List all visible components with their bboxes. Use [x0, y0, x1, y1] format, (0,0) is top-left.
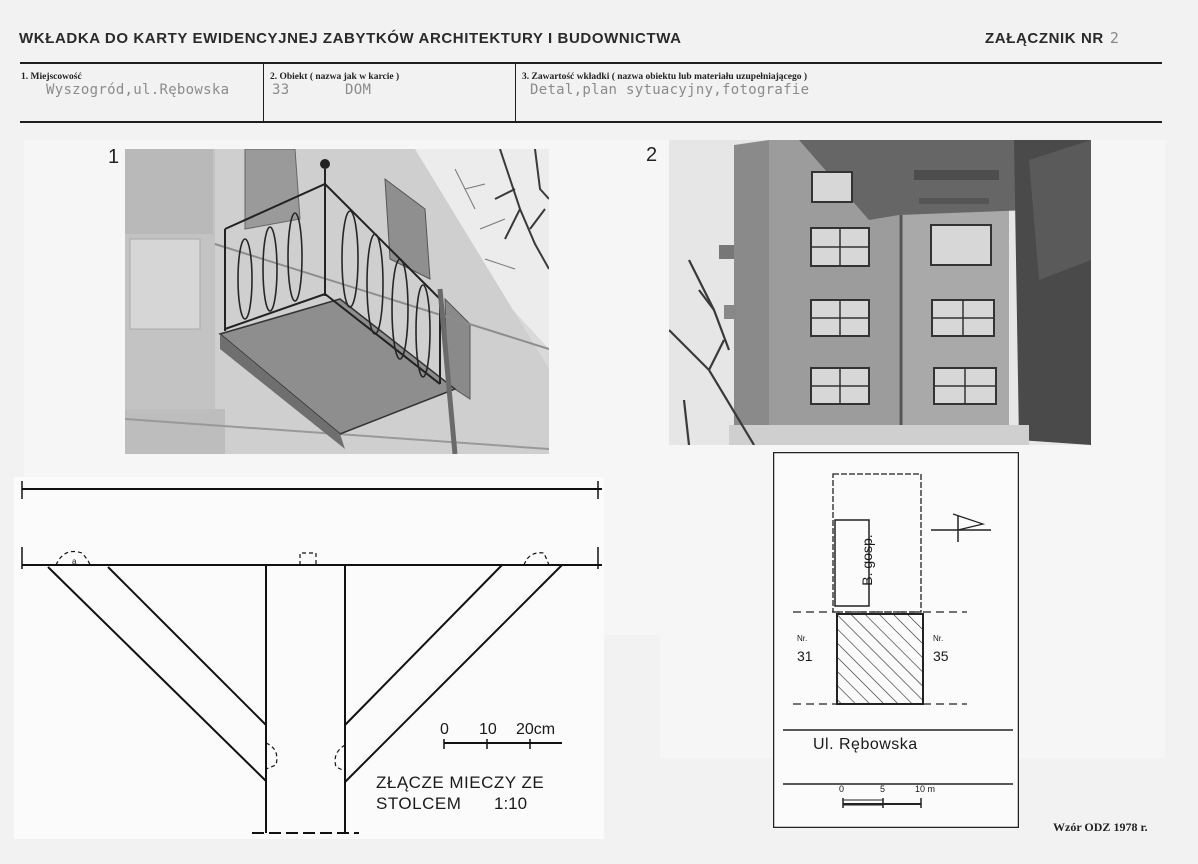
balcony-photo-graphic	[125, 149, 549, 454]
field-label-locality: 1. Miejscowość	[21, 72, 82, 82]
template-note: Wzór ODZ 1978 r.	[1053, 820, 1148, 834]
detail-scale-0: 0	[440, 721, 449, 738]
annex-label	[985, 29, 1120, 47]
field-divider-2	[515, 64, 516, 121]
form-title: WKŁADKA DO KARTY EWIDENCYJNEJ ZABYTKÓW ARCHITEKTURY I BUDOWNICTWA	[19, 30, 682, 47]
detail-scale-10: 10	[479, 721, 497, 738]
field-value-locality: Wyszogród,ul.Rębowska	[46, 82, 230, 98]
plan-scale-10m: 10 m	[915, 784, 936, 794]
plan-scale-0: 0	[839, 784, 845, 794]
joint-detail-drawing	[14, 477, 604, 839]
left-neighbor-number: 31	[797, 648, 813, 664]
annex-number: 2	[1109, 29, 1120, 47]
field-divider-1	[263, 64, 264, 121]
plan-scale-5: 5	[880, 784, 886, 794]
annex-label-text: ZAŁĄCZNIK NR	[985, 30, 1104, 47]
detail-caption-line1: ZŁĄCZE MIECZY ZE	[376, 773, 545, 792]
photo-number-1: 1	[108, 146, 120, 168]
site-plan-drawing	[773, 452, 1019, 828]
field-label-contents: 3. Zawartość wkładki ( nazwa obiektu lub materiału uzupełniającego )	[522, 72, 808, 82]
right-neighbor-number: 35	[933, 648, 949, 664]
site-plan-graphic	[773, 452, 1019, 828]
header-bottom-rule	[20, 121, 1162, 123]
photo-number-2: 2	[646, 144, 658, 166]
right-neighbor-label: Nr.	[933, 634, 944, 643]
field-label-object: 2. Obiekt ( nazwa jak w karcie )	[270, 72, 400, 82]
detail-caption-scale: 1:10	[494, 794, 528, 813]
field-value-object: DOM	[345, 82, 372, 98]
street-label: Ul. Rębowska	[813, 736, 918, 753]
detail-caption-line2: STOLCEM	[376, 794, 462, 813]
field-value-object-number: 33	[272, 82, 290, 98]
courtyard-photo-graphic	[669, 140, 1091, 445]
detail-scale-20cm: 20cm	[516, 721, 556, 738]
outbuilding-label: B. gosp.	[859, 534, 875, 586]
courtyard-photo	[669, 140, 1091, 445]
balcony-photo	[125, 149, 549, 454]
field-value-contents: Detal,plan sytuacyjny,fotografie	[530, 82, 810, 98]
left-neighbor-label: Nr.	[797, 634, 808, 643]
mark-a: a	[72, 557, 77, 566]
header-top-rule	[20, 62, 1162, 64]
